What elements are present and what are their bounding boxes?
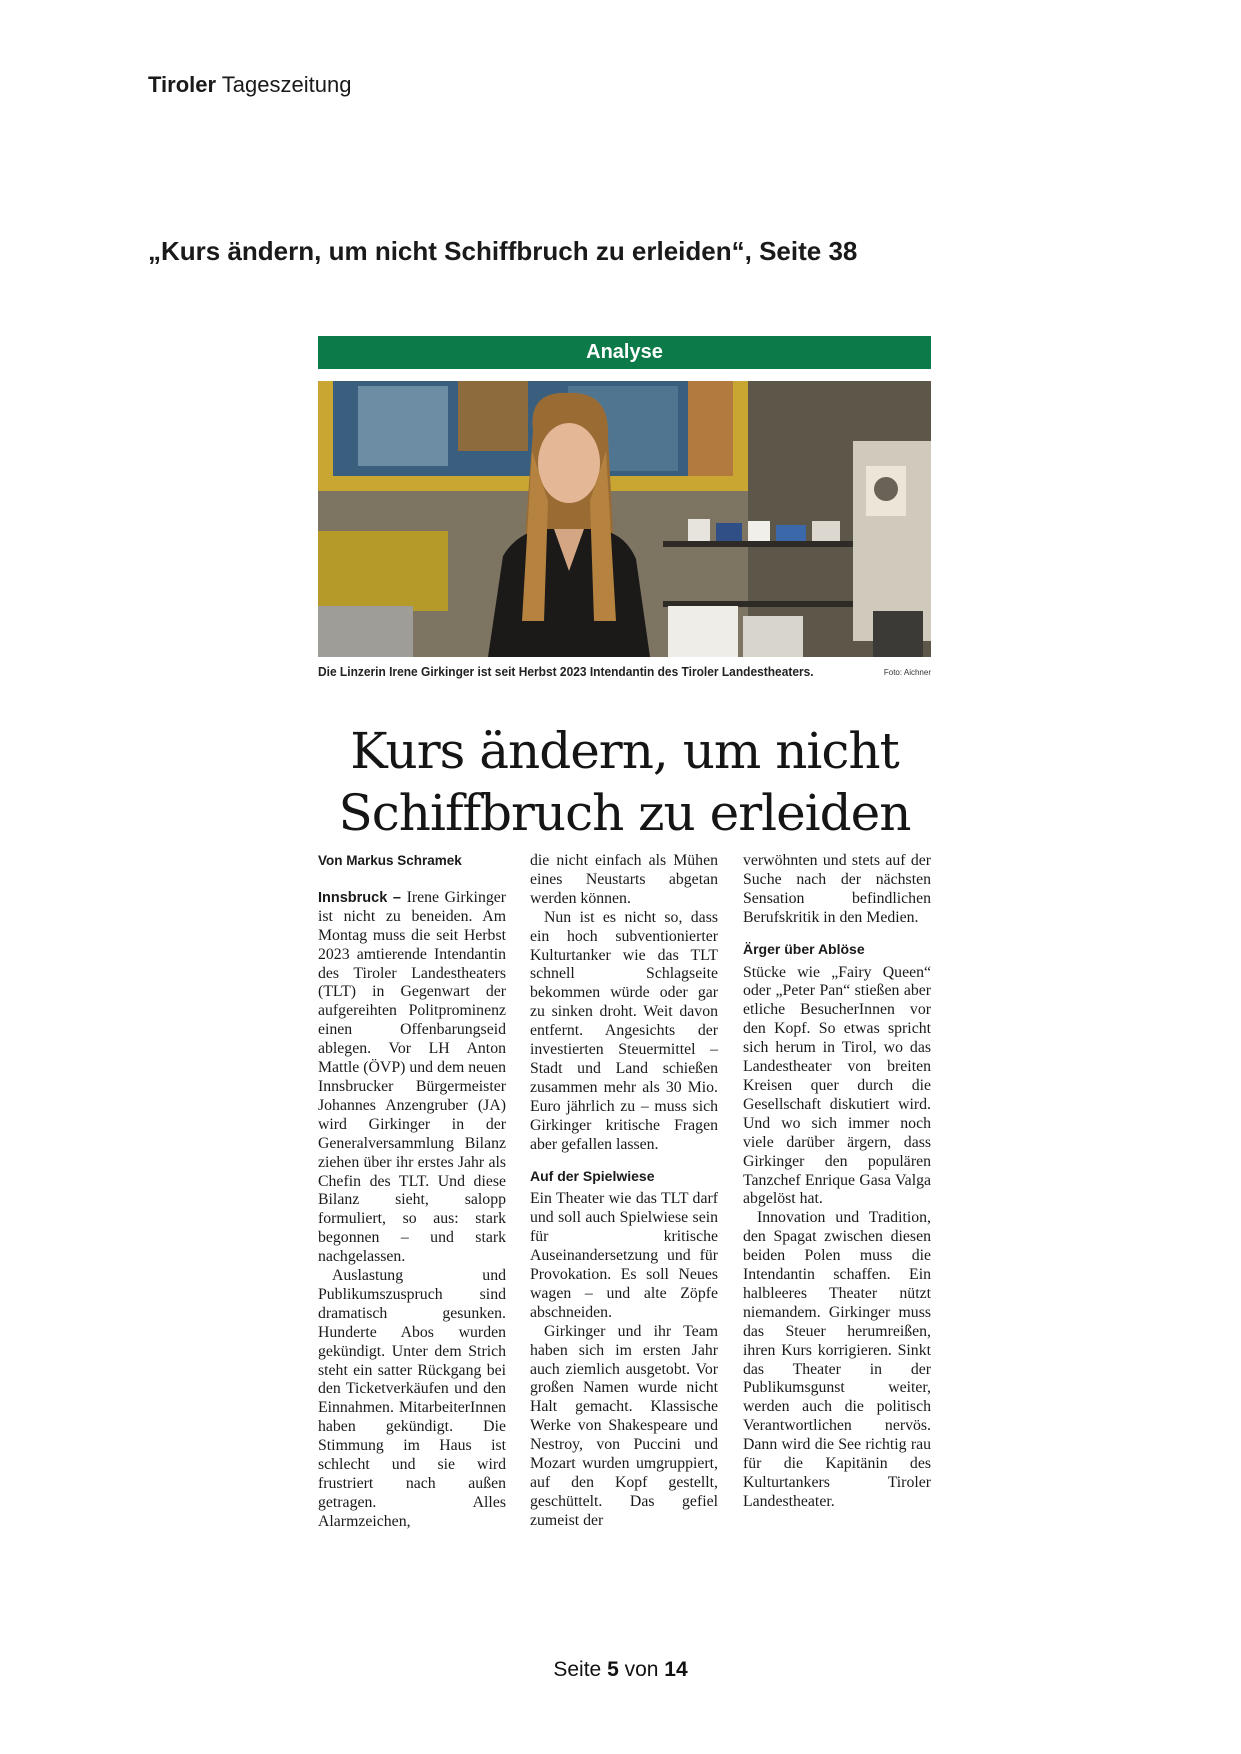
headline-line-2: Schiffbruch zu erleiden — [338, 784, 911, 842]
total-pages: 14 — [664, 1658, 688, 1681]
column-1 — [318, 852, 506, 1532]
clip-title: „Kurs ändern, um nicht Schiffbruch zu erleiden“, Seite 38 — [148, 236, 858, 266]
photo-credit: Foto: Aichner — [883, 668, 931, 677]
lead-paragraph — [318, 889, 506, 1267]
brand-bold: Tiroler — [148, 72, 217, 97]
column-3 — [743, 852, 931, 1512]
footer-prefix: Seite — [553, 1658, 602, 1681]
paragraph-5: Ein Theater wie das TLT darf und soll auch Spielwiese sein für kritische Auseinandersetzung und für Provokation. Es soll Neues wagen – und alte Zöpfe abschneiden. — [530, 1190, 718, 1321]
article-photo — [318, 381, 931, 657]
subheading-abloese: Ärger über Ablöse — [743, 940, 865, 957]
paragraph-3: die nicht einfach als Mühen eines Neustarts abgetan werden können. — [530, 852, 718, 907]
paragraph-4: Nun ist es nicht so, dass ein hoch subventionierter Kulturtanker wie das TLT schnell Schlagseite bekommen würde oder gar zu sinken droht. Weit davon entfernt. Angesichts der investierten Steuermittel – Stadt und Land schießen zusammen mehr als 30 Mio. Euro jährlich zu – muss sich Girkinger kritische Fragen aber gefallen lassen. — [530, 908, 718, 1153]
rubric-bar: Analyse — [318, 336, 931, 369]
paragraph-2: Auslastung und Publikumszuspruch sind dramatisch gesunken. Hunderte Abos wurden gekündigt. Unter dem Strich steht ein satter Rückgang bei den Ticketverkäufen und den Einnahmen. MitarbeiterInnen haben gekündigt. Die Stimmung im Haus ist schlecht und sie wird frustriert nach außen getragen. Alles Alarmzeichen, — [318, 1267, 506, 1530]
paragraph-7: verwöhnten und stets auf der Suche nach der nächsten Sensation befindlichen Berufskritik in den Medien. — [743, 852, 931, 926]
current-page: 5 — [607, 1658, 619, 1681]
article-headline — [318, 720, 931, 844]
paragraph-8: Stücke wie „Fairy Queen“ oder „Peter Pan“ stießen aber etliche BesucherInnen vor den Kopf. So etwas spricht sich herum in Tirol, wo das Landestheater von breiten Kreisen quer durch die Gesellschaft diskutiert wird. Und wo sich immer noch viele darüber ärgern, dass Girkinger den populären Tanzchef Enrique Gasa Valga abgelöst hat. — [743, 963, 931, 1208]
brand-rest: Tageszeitung — [221, 72, 352, 97]
headline-line-1: Kurs ändern, um nicht — [350, 722, 899, 780]
caption-row — [318, 664, 931, 686]
paragraph-6: Girkinger und ihr Team haben sich im ersten Jahr auch ziemlich ausgetobt. Vor großen Namen wurde nicht Halt gemacht. Klassische Werke von Shakespeare und Nestroy, von Puccini und Mozart wurden umgruppiert, auf den Kopf gestellt, geschüttelt. Das gefiel zumeist der — [530, 1322, 718, 1529]
photo-caption: Die Linzerin Irene Girkinger ist seit Herbst 2023 Intendantin des Tiroler Landestheaters. — [318, 664, 814, 679]
page-footer — [0, 1658, 1241, 1682]
dateline: Innsbruck – — [318, 889, 402, 906]
lead-text: Irene Girkinger ist nicht zu beneiden. Am Montag muss die seit Herbst 2023 amtierende Intendantin des Tiroler Landestheaters (TLT) in Gegenwart der aufgereihten Politprominenz einen Offenbarungseid ablegen. Vor LH Anton Mattle (ÖVP) und dem neuen Innsbrucker Bürgermeister Johannes Anzengruber (JA) wird Girkinger in der Generalversammlung Bilanz ziehen über ihr erstes Jahr als Chefin des TLT. Und diese Bilanz sieht, salopp formuliert, so aus: stark begonnen – und stark nachgelassen. — [318, 888, 507, 1266]
subheading-spielwiese: Auf der Spielwiese — [530, 1167, 655, 1184]
column-2 — [530, 852, 718, 1531]
footer-middle: von — [624, 1658, 659, 1681]
publication-header — [148, 72, 351, 98]
author-byline: Von Markus Schramek — [318, 853, 462, 868]
portrait-photo-illustration — [318, 381, 931, 657]
paragraph-9: Innovation und Tradition, den Spagat zwischen diesen beiden Polen muss die Intendantin schaffen. Ein halbleeres Theater nützt niemandem. Girkinger muss das Steuer herumreißen, ihren Kurs korrigieren. Sinkt das Theater in der Publikumsgunst weiter, werden auch die politisch Verantwortlichen nervös. Dann wird die See richtig rau für die Kapitänin des Kulturtankers Tiroler Landestheater. — [743, 1209, 931, 1510]
newspaper-clipping — [318, 336, 931, 1530]
